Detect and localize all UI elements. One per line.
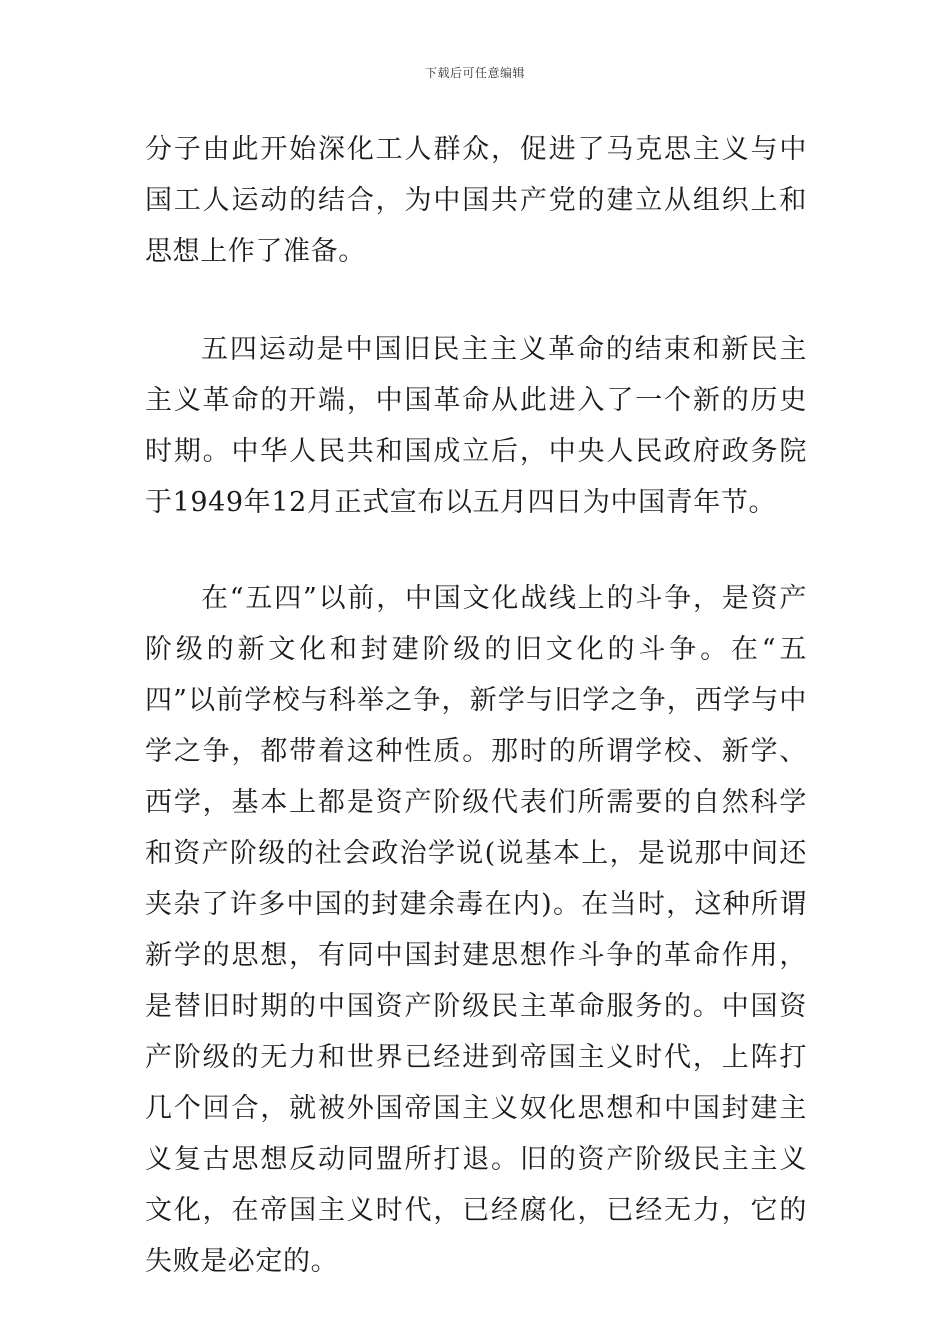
paragraph-3: 在“五四”以前，中国文化战线上的斗争，是资产阶级的新文化和封建阶级的旧文化的斗争。在“五四”以前学校与科举之争，新学与旧学之争，西学与中学之争，都带着这种性质。那时的所谓学校、新学、西学，基本上都是资产阶级代表们所需要的自然科学和资产阶级的社会政治学说(说基本上，是说那中间还夹杂了许多中国的封建余毒在内)。在当时，这种所谓新学的思想，有同中国封建思想作斗争的革命作用，是替旧时期的中国资产阶级民主革命服务的。中国资产阶级的无力和世界已经进到帝国主义时代，上阵打几个回合，就被外国帝国主义奴化思想和中国封建主义复古思想反动同盟所打退。旧的资产阶级民主主义文化，在帝国主义时代，已经腐化，已经无力，它的失败是必定的。 (145, 583, 807, 1277)
paragraph-2: 五四运动是中国旧民主主义革命的结束和新民主主义革命的开端，中国革命从此进入了一个新的历史时期。中华人民共和国成立后，中央人民政府政务院于1949年12月正式宣布以五月四日为中国青年节。 (145, 334, 807, 518)
paragraph-1: 分子由此开始深化工人群众，促进了马克思主义与中国工人运动的结合，为中国共产党的建立从组织上和思想上作了准备。 (145, 134, 807, 267)
header-note: 下载后可任意编辑 (424, 66, 525, 80)
